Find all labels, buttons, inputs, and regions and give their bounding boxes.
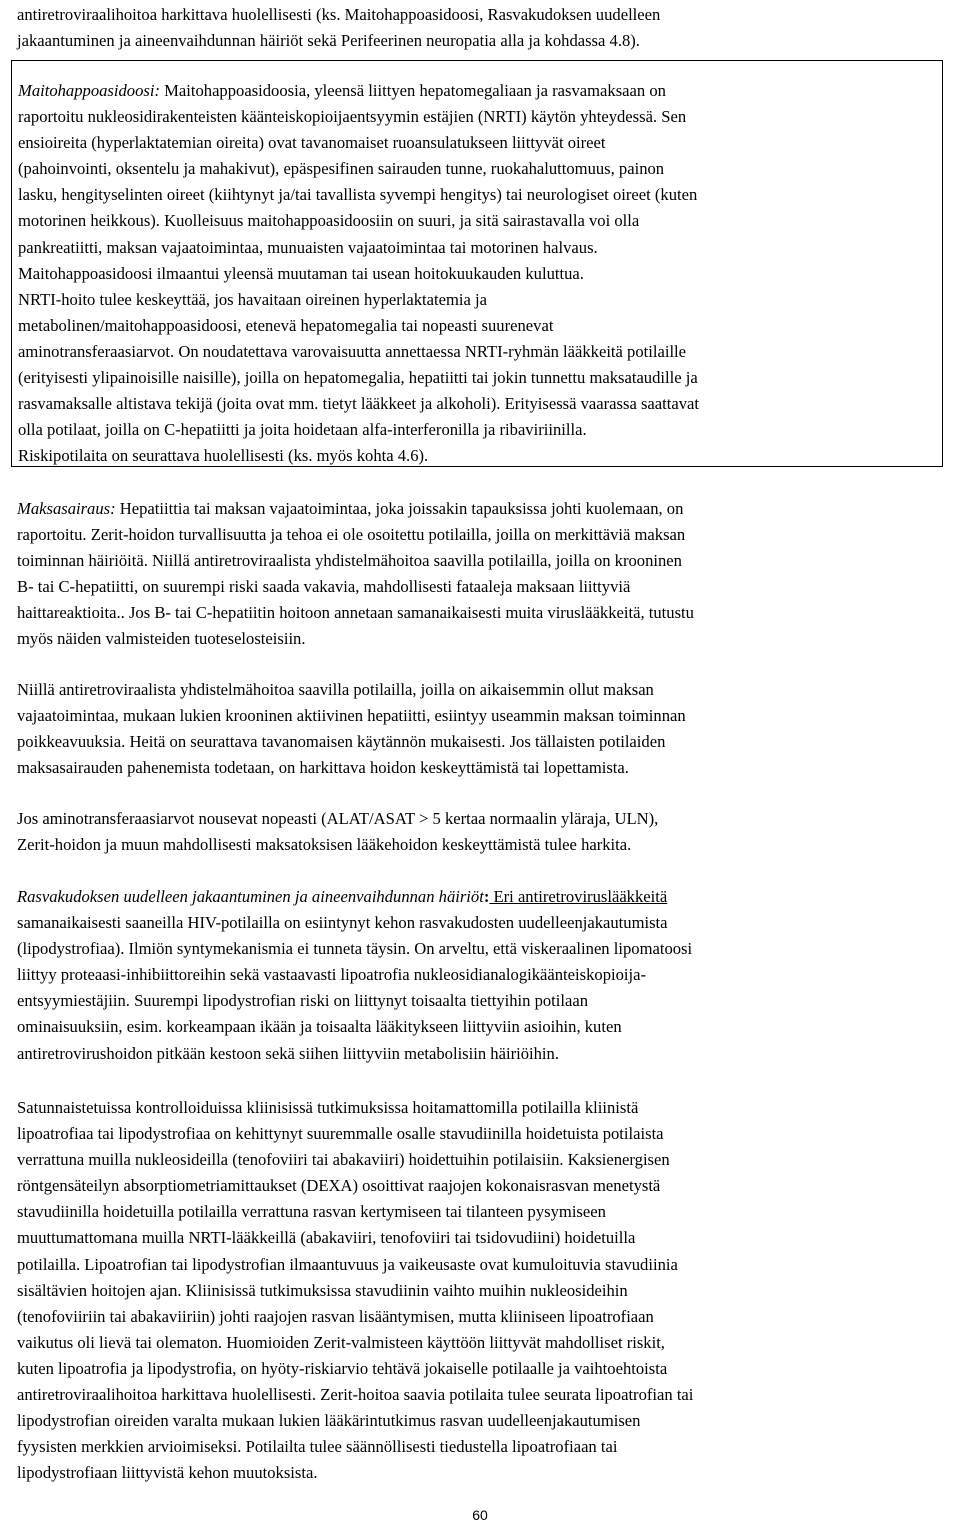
text-line: Jos aminotransferaasiarvot nousevat nopeasti (ALAT/ASAT > 5 kertaa normaalin yläraja, ULN), [17, 809, 659, 828]
lipodystrophy-paragraph [17, 884, 945, 1067]
lactic-acidosis-paragraph [18, 78, 936, 469]
text-line: röntgensäteilyn absorptiometriamittaukset (DEXA) osoittivat raajojen kokonaisrasvan menetystä [17, 1176, 661, 1196]
text-line: liittyy proteaasi-inhibiittoreihin sekä vastaavasti lipoatrofia nukleosidianalogikäänteiskopioija- [17, 965, 647, 985]
text-line: ominaisuuksiin, esim. korkeampaan ikään ja toisaalta lääkitykseen liittyviin asioihin, kuten [17, 1017, 622, 1037]
intro-paragraph [17, 2, 945, 54]
section-heading: Rasvakudoksen uudelleen jakaantuminen ja aineenvaihdunnan häiriöt [17, 887, 484, 906]
text-line: aminotransferaasiarvot. On noudatettava varovaisuutta annettaessa NRTI-ryhmän lääkkeitä potilaille [18, 341, 687, 361]
text-line: toiminnan häiriöitä. Niillä antiretroviraalista yhdistelmähoitoa saavilla potilailla, joilla on krooninen [17, 551, 682, 571]
text-line: potilailla. Lipoatrofian tai lipodystrofian ilmaantuvuus ja vaikeusaste ovat kumuloituvia stavudiinia [17, 1254, 678, 1274]
text-line: Satunnaistetuissa kontrolloiduissa kliinisissä tutkimuksissa hoitamattomilla potilailla kliinistä [17, 1098, 639, 1117]
text-line: motorinen heikkous). Kuolleisuus maitohappoasidoosiin on suuri, ja sitä sairastavalla voi olla [18, 211, 640, 231]
text-line: verrattuna muilla nukleosideilla (tenofoviiri tai abakaviiri) hoidettuihin potilaisiin. Kaksienergisen [17, 1150, 670, 1170]
section-heading: Maksasairaus: [17, 499, 116, 518]
heading-colon: : [483, 887, 490, 906]
text-line: lipodystrofiaan liittyvistä kehon muutoksista. [17, 1463, 318, 1483]
text-line: myös näiden valmisteiden tuoteselosteisiin. [17, 629, 306, 649]
liver-disease-paragraph [17, 496, 945, 653]
text-line: Riskipotilaita on seurattava huolellisesti (ks. myös kohta 4.6). [18, 446, 429, 466]
text-line: entsyymiestäjiin. Suurempi lipodystrofian riski on liittynyt toisaalta tiettyihin potilaan [17, 991, 589, 1011]
prior-liver-dysfunction-paragraph [17, 677, 945, 781]
text-line: rasvamaksalle altistava tekijä (joita ovat mm. tietyt lääkkeet ja alkoholi). Erityisessä vaarassa saattavat [18, 394, 700, 414]
text-line: haittareaktioita.. Jos B- tai C-hepatiitin hoitoon annetaan samanaikaisesti muita viruslääkkeitä, tutustu [17, 603, 694, 623]
text-line: Maitohappoasidoosi ilmaantui yleensä muutaman tai usean hoitokuukauden kuluttua. [18, 263, 584, 283]
text-line: stavudiinilla hoidetuilla potilailla verrattuna rasvan kertymiseen tai tilanteen pysymiseen [17, 1202, 606, 1222]
text-line: NRTI-hoito tulee keskeyttää, jos havaitaan oireinen hyperlaktatemia ja [18, 289, 487, 309]
text-line: Maitohappoasidoosia, yleensä liittyen hepatomegaliaan ja rasvamaksaan on [159, 81, 666, 100]
section-heading: Maitohappoasidoosi: [18, 81, 160, 100]
lactic-acidosis-box [11, 60, 943, 467]
page-number: 60 [472, 1507, 488, 1523]
text-line: Eri antiretroviruslääkkeitä [489, 887, 668, 906]
text-line: Zerit-hoidon ja muun mahdollisesti maksatoksisen lääkehoidon keskeyttämistä tulee harkita. [17, 835, 632, 855]
text-line: sisältävien hoitojen ajan. Kliinisissä tutkimuksissa stavudiinin vaihto muihin nukleosideihin [17, 1280, 628, 1300]
text-line: poikkeavuuksia. Heitä on seurattava tavanomaisen käytännön mukaisesti. Jos tällaisten potilaiden [17, 732, 666, 752]
text-line: Hepatiittia tai maksan vajaatoimintaa, joka joissakin tapauksissa johti kuolemaan, on [115, 499, 684, 518]
text-line: Niillä antiretroviraalista yhdistelmähoitoa saavilla potilailla, joilla on aikaisemmin ollut maksan [17, 680, 654, 699]
text-line: B- tai C-hepatiitti, on suurempi riski saada vakavia, mahdollisesti fataaleja maksaan liittyviä [17, 577, 631, 597]
aminotransferase-paragraph [17, 806, 945, 858]
text-line: muuttumattomana muilla NRTI-lääkkeillä (abakaviiri, tenofoviiri tai tsidovudiini) hoidetuilla [17, 1228, 636, 1248]
text-line: lipoatrofiaa tai lipodystrofiaa on kehittynyt suuremmalle osalle stavudiinilla hoidetuista potilaista [17, 1124, 664, 1144]
text-line: antiretroviraalihoitoa harkittava huolellisesti. Zerit-hoitoa saavia potilaita tulee seurata lipoatrofian tai [17, 1385, 694, 1405]
text-line: lipodystrofian oireiden varalta mukaan lukien lääkärintutkimus rasvan uudelleenjakautumisen [17, 1411, 641, 1431]
text-line: (erityisesti ylipainoisille naisille), joilla on hepatomegalia, hepatiitti tai jokin tunnettu maksataudille ja [18, 368, 698, 388]
text-line: kuten lipoatrofia ja lipodystrofia, on hyöty-riskiarvio tehtävä jokaiselle potilaalle ja vaihtoehtoista [17, 1358, 668, 1378]
text-line: maksasairauden pahenemista todetaan, on harkittava hoidon keskeyttämistä tai lopettamista. [17, 758, 629, 778]
text-line: olla potilaat, joilla on C-hepatiitti ja joita hoidetaan alfa-interferonilla ja ribaviriinilla. [18, 420, 587, 440]
text-line: ensioireita (hyperlaktatemian oireita) ovat tavanomaiset ruoansulatukseen liittyvät oireet [18, 133, 606, 153]
text-line: fyysisten merkkien arvioimiseksi. Potilailta tulee säännöllisesti tiedustella lipoatrofiaan tai [17, 1437, 618, 1457]
text-line: antiretroviraalihoitoa harkittava huolellisesti (ks. Maitohappoasidoosi, Rasvakudoksen uudelleen [17, 5, 661, 24]
text-line: (tenofoviiriin tai abakaviiriin) johti raajojen rasvan lisääntymisen, mutta kliiniseen lipoatrofiaan [17, 1306, 654, 1326]
randomized-trials-paragraph [17, 1095, 945, 1486]
text-line: pankreatiitti, maksan vajaatoimintaa, munuaisten vajaatoimintaa tai motorinen halvaus. [18, 237, 598, 257]
text-line: vajaatoimintaa, mukaan lukien krooninen aktiivinen hepatiitti, esiintyy useammin maksan toiminnan [17, 706, 686, 726]
text-line: jakaantuminen ja aineenvaihdunnan häiriöt sekä Perifeerinen neuropatia alla ja kohdassa 4.8). [17, 31, 640, 51]
text-line: vaikutus oli lievä tai olematon. Huomioiden Zerit-valmisteen käyttöön liittyvät mahdolliset riskit, [17, 1332, 665, 1352]
text-line: raportoitu nukleosidirakenteisten käänteiskopioijaentsyymin estäjien (NRTI) käytön yhteydessä. Sen [18, 107, 687, 127]
text-line: antiretrovirushoidon pitkään kestoon sekä siihen liittyviin metabolisiin häiriöihin. [17, 1043, 559, 1063]
text-line: raportoitu. Zerit-hoidon turvallisuutta ja tehoa ei ole osoitettu potilailla, joilla on merkittäviä maksan [17, 525, 686, 545]
text-line: metabolinen/maitohappoasidoosi, etenevä hepatomegalia tai nopeasti suurenevat [18, 315, 554, 335]
text-line: (pahoinvointi, oksentelu ja mahakivut), epäspesifinen sairauden tunne, ruokahaluttomuus, painon [18, 159, 665, 179]
text-line: lasku, hengityselinten oireet (kiihtynyt ja/tai tavallista syvempi hengitys) tai neurologiset oireet (kuten [18, 185, 698, 205]
text-line: (lipodystrofiaa). Ilmiön syntymekanismia ei tunneta täysin. On arveltu, että viskeraalinen lipomatoosi [17, 939, 693, 959]
text-line: samanaikaisesti saaneilla HIV-potilailla on esiintynyt kehon rasvakudosten uudelleenjakautumista [17, 913, 668, 933]
